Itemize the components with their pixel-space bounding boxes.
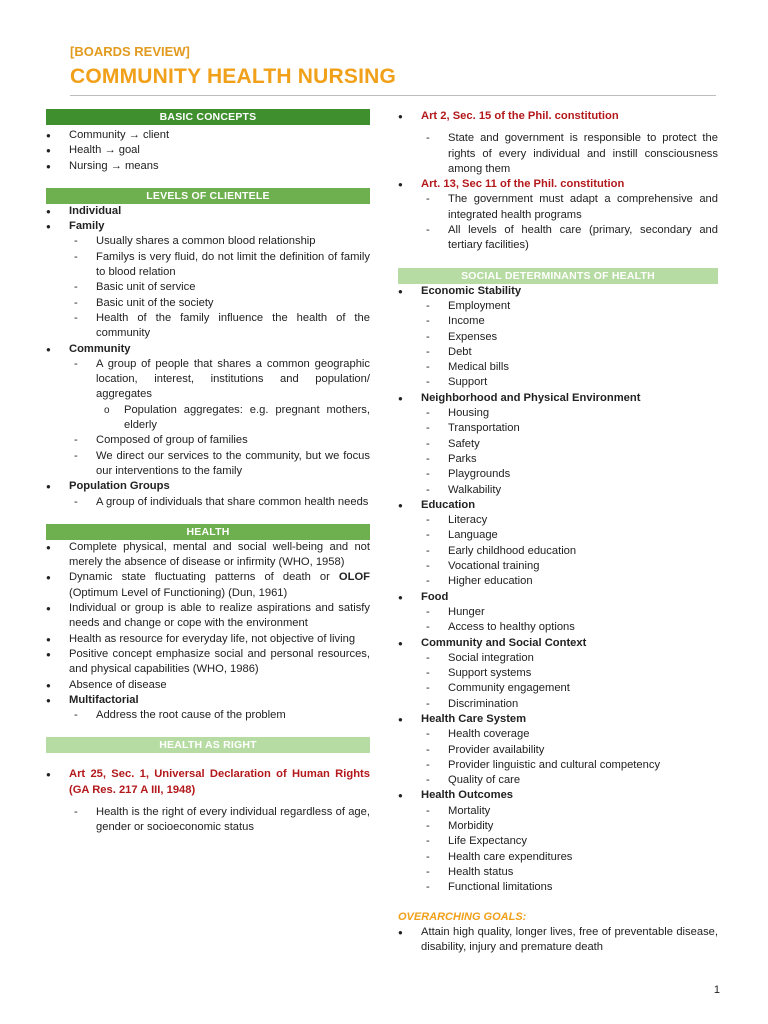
levels-list <box>46 204 370 510</box>
sdoh-group: ● Health Care System - Health coverage - Provider availability - Provider linguistic and cultural competency - Quality of care <box>398 712 718 788</box>
list-item: ● Health as resource for everyday life, not objective of living <box>46 632 370 647</box>
section-heading-sdoh: SOCIAL DETERMINANTS OF HEALTH <box>398 268 718 284</box>
list-item: - Support <box>421 375 718 390</box>
list-item: - Functional limitations <box>421 880 718 895</box>
list-item: - Address the root cause of the problem <box>69 708 370 723</box>
list-item: - Employment <box>421 299 718 314</box>
list-item: - Language <box>421 528 718 543</box>
list-item: - Housing <box>421 406 718 421</box>
sdoh-group: ● Education - Literacy - Language - Early childhood education - Vocational training - Higher education <box>398 498 718 590</box>
section-heading-levels: LEVELS OF CLIENTELE <box>46 188 370 204</box>
sdoh-group: ● Economic Stability - Employment - Income - Expenses - Debt - Medical bills - Support <box>398 284 718 391</box>
list-item: ● Complete physical, mental and social well-being and not merely the absence of disease or infirmity (WHO, 1958) <box>46 540 370 571</box>
constitution-list <box>398 109 718 254</box>
list-item: ● Absence of disease <box>46 678 370 693</box>
list-item: - Basic unit of service <box>69 280 370 295</box>
list-item: - Health status <box>421 865 718 880</box>
list-item: ● Family - Usually shares a common blood relationship - Familys is very fluid, do not limit the definition of family to blood relation - Basic unit of service - Basic unit of the society - Health of the family influence the health of the community <box>46 219 370 341</box>
list-item: ● Dynamic state fluctuating patterns of death or OLOF (Optimum Level of Functioning) (Dun, 1961) <box>46 570 370 601</box>
list-item: - A group of individuals that share common health needs <box>69 495 370 510</box>
basic-concepts-list <box>46 128 370 174</box>
list-item: - Morbidity <box>421 819 718 834</box>
list-item: - We direct our services to the community, but we focus our interventions to the family <box>69 449 370 480</box>
list-item: - A group of people that shares a common geographic location, interest, institutions and population/ aggregates o Population aggregates: e.g. pregnant mothers, elderly <box>69 357 370 433</box>
list-item: - Health care expenditures <box>421 850 718 865</box>
list-item: - Walkability <box>421 483 718 498</box>
list-item: - Support systems <box>421 666 718 681</box>
page-number: 1 <box>713 984 720 996</box>
list-item: ● Community → client <box>46 128 370 143</box>
family-sublist <box>69 234 370 341</box>
list-item: - Higher education <box>421 574 718 589</box>
list-item: - The government must adapt a comprehensive and integrated health programs <box>421 192 718 223</box>
list-item: - Discrimination <box>421 697 718 712</box>
list-item: - State and government is responsible to protect the rights of every individual and instill consciousness among them <box>421 131 718 177</box>
sdoh-group: ● Community and Social Context - Social integration - Support systems - Community engagement - Discrimination <box>398 636 718 712</box>
list-item: ● Individual or group is able to realize aspirations and satisfy needs and change or cope with the environment <box>46 601 370 632</box>
list-item: - Playgrounds <box>421 467 718 482</box>
list-item: - Debt <box>421 345 718 360</box>
list-item: - Vocational training <box>421 559 718 574</box>
list-item: o Population aggregates: e.g. pregnant mothers, elderly <box>96 403 370 434</box>
list-item: - Community engagement <box>421 681 718 696</box>
list-item: - Basic unit of the society <box>69 296 370 311</box>
list-item: ● Health → goal <box>46 143 370 158</box>
list-item: ● Art 2, Sec. 15 of the Phil. constitution - State and government is responsible to protect the rights of every individual and instill consciousness among them <box>398 109 718 177</box>
sdoh-group: ● Neighborhood and Physical Environment - Housing - Transportation - Safety - Parks - Playgrounds - Walkability <box>398 391 718 498</box>
list-item: - Provider linguistic and cultural competency <box>421 758 718 773</box>
list-item: - Social integration <box>421 651 718 666</box>
list-item: - Transportation <box>421 421 718 436</box>
section-heading-health-as-right: HEALTH AS RIGHT <box>46 737 370 753</box>
review-tagline: [BOARDS REVIEW] <box>70 44 190 59</box>
page-title: COMMUNITY HEALTH NURSING <box>70 65 397 88</box>
health-right-list <box>46 767 370 835</box>
list-item: - All levels of health care (primary, secondary and tertiary facilities) <box>421 223 718 254</box>
list-item: ● Nursing → means <box>46 159 370 174</box>
list-item: - Medical bills <box>421 360 718 375</box>
list-item: - Income <box>421 314 718 329</box>
left-column <box>46 109 370 836</box>
list-item: - Familys is very fluid, do not limit the definition of family to blood relation <box>69 250 370 281</box>
list-item: - Usually shares a common blood relationship <box>69 234 370 249</box>
health-list <box>46 540 370 724</box>
list-item: - Expenses <box>421 330 718 345</box>
goals-heading: OVERARCHING GOALS: <box>398 910 527 923</box>
sdoh-group: ● Health Outcomes - Mortality - Morbidity - Life Expectancy - Health care expenditures - Health status - Functional limitations <box>398 788 718 895</box>
list-item: ● Community - A group of people that shares a common geographic location, interest, institutions and population/ aggregates o Population aggregates: e.g. pregnant mothers, elderly - Composed of group of families - We direct our services to the community, but we focus our interventions to the family <box>46 342 370 480</box>
community-sublist <box>69 357 370 479</box>
list-item: - Health is the right of every individual regardless of age, gender or socioeconomic status <box>69 805 370 836</box>
list-item: - Literacy <box>421 513 718 528</box>
list-item: - Provider availability <box>421 743 718 758</box>
section-heading-basic-concepts: BASIC CONCEPTS <box>46 109 370 125</box>
list-item: ● Art 25, Sec. 1, Universal Declaration of Human Rights (GA Res. 217 A III, 1948) - Health is the right of every individual regardless of age, gender or socioeconomic status <box>46 767 370 835</box>
list-item: - Early childhood education <box>421 544 718 559</box>
list-item: - Health coverage <box>421 727 718 742</box>
section-heading-health: HEALTH <box>46 524 370 540</box>
sdoh-group: ● Food - Hunger - Access to healthy options <box>398 590 718 636</box>
list-item: - Life Expectancy <box>421 834 718 849</box>
goals-list <box>398 925 718 956</box>
list-item: - Parks <box>421 452 718 467</box>
list-item: - Mortality <box>421 804 718 819</box>
list-item: ● Positive concept emphasize social and personal resources, and physical capabilities (WHO, 1986) <box>46 647 370 678</box>
list-item: ● Individual <box>46 204 370 219</box>
list-item: - Safety <box>421 437 718 452</box>
right-column <box>398 109 718 955</box>
header-divider <box>70 95 716 96</box>
page-header <box>70 44 716 90</box>
list-item: - Health of the family influence the health of the community <box>69 311 370 342</box>
list-item: - Hunger <box>421 605 718 620</box>
list-item: - Composed of group of families <box>69 433 370 448</box>
list-item: - Access to healthy options <box>421 620 718 635</box>
sdoh-list <box>398 284 718 896</box>
list-item: ● Multifactorial - Address the root cause of the problem <box>46 693 370 724</box>
list-item: - Quality of care <box>421 773 718 788</box>
list-item: ● Attain high quality, longer lives, free of preventable disease, disability, injury and premature death <box>398 925 718 956</box>
list-item: ● Art. 13, Sec 11 of the Phil. constitution - The government must adapt a comprehensive and integrated health programs - All levels of health care (primary, secondary and tertiary facilities) <box>398 177 718 253</box>
list-item: ● Population Groups - A group of individuals that share common health needs <box>46 479 370 510</box>
